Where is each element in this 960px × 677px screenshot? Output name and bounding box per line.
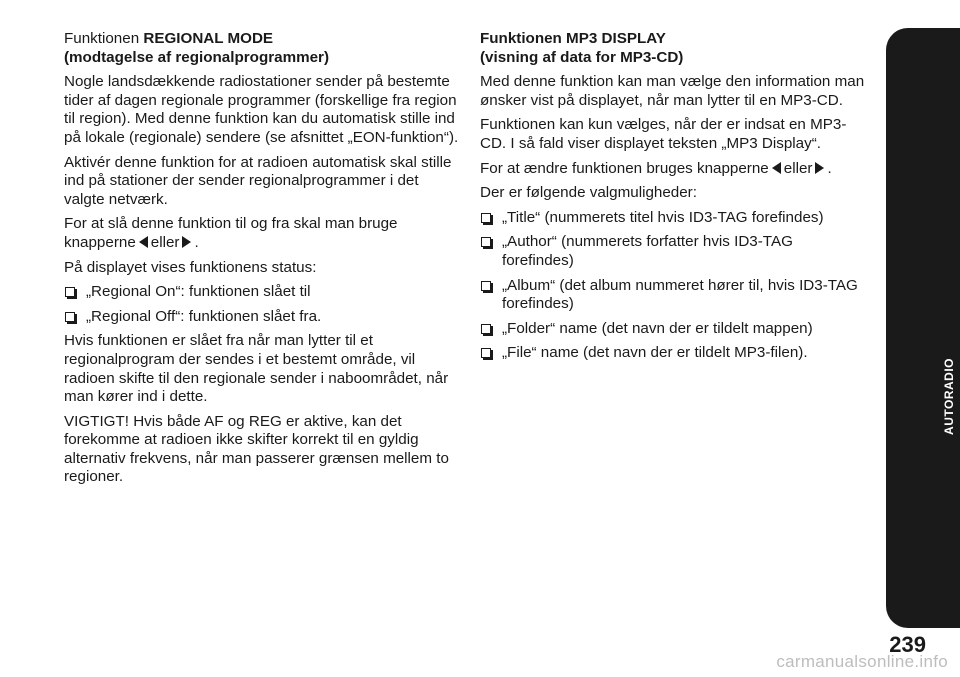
list-item-text: „Folder“ name (det navn der er tildelt mappen) bbox=[502, 319, 813, 337]
mp3-display-heading-line1: Funktionen MP3 DISPLAY bbox=[480, 30, 666, 47]
regional-paragraph-5: Hvis funktionen er slået fra når man lytter til et regionalprogram der sendes i et bestemt område, vil radioen skifte til den regionale sender i naboområdet, når man kører ind i dette. bbox=[64, 332, 449, 406]
mp3-display-heading bbox=[480, 30, 865, 67]
mp3-p3-text-mid: eller bbox=[783, 159, 813, 177]
watermark: carmanualsonline.info bbox=[776, 652, 948, 671]
left-arrow-icon bbox=[139, 236, 148, 248]
mp3-paragraph-3 bbox=[480, 160, 865, 179]
regional-paragraph-3 bbox=[64, 215, 462, 252]
list-item-text: „Regional On“: funktionen slået til bbox=[86, 283, 311, 301]
list-item-text: „Album“ (det album nummeret hører til, hvis ID3-TAG forefindes) bbox=[502, 276, 858, 313]
regional-paragraph-6: VIGTIGT! Hvis både AF og REG er aktive, kan det forekomme at radioen ikke skifter korrekt til en gyldig alternativ frekvens, når man passerer grænsen mellem to regioner. bbox=[64, 412, 449, 486]
regional-paragraph-1: Nogle landsdækkende radiostationer sender på bestemte tider af dagen regionale programmer (forskellige fra region til region). Med denne funktion kan du automatisk stille ind på lokale (regionale) sendere (se afsnittet „EON-funktion“). bbox=[64, 73, 459, 146]
checkbox-icon bbox=[481, 237, 491, 247]
left-column bbox=[64, 30, 462, 493]
mp3-paragraph-1: Med denne funktion kan man vælge den information man ønsker vist på displayet, når man lytter til en MP3-CD. bbox=[480, 73, 865, 109]
heading-prefix: Funktionen bbox=[64, 30, 144, 47]
heading-strong: REGIONAL MODE bbox=[143, 30, 274, 47]
list-item bbox=[64, 308, 462, 327]
list-item bbox=[480, 344, 865, 363]
section-side-tab bbox=[886, 28, 960, 628]
list-item-text: „Title“ (nummerets titel hvis ID3-TAG forefindes) bbox=[502, 208, 824, 226]
mp3-paragraph-2: Funktionen kan kun vælges, når der er indsat en MP3-CD. I så fald viser displayet teksten „MP3 Display“. bbox=[480, 116, 847, 152]
regional-paragraph-4: På displayet vises funktionens status: bbox=[64, 258, 317, 276]
p3-text-end: . bbox=[194, 233, 199, 251]
checkbox-icon bbox=[481, 348, 491, 358]
regional-mode-heading-line1 bbox=[64, 30, 462, 49]
checkbox-icon bbox=[65, 287, 75, 297]
checkbox-icon bbox=[481, 213, 491, 223]
p3-text-before: For at slå denne funktion til og fra skal man bruge knapperne bbox=[64, 215, 398, 251]
list-item-text: „Author“ (nummerets forfatter hvis ID3-TAG forefindes) bbox=[502, 233, 793, 269]
side-tab-label: AUTORADIO bbox=[942, 358, 956, 435]
regional-mode-heading bbox=[64, 30, 462, 67]
right-arrow-icon bbox=[815, 162, 824, 174]
list-item bbox=[480, 320, 865, 339]
right-arrow-icon bbox=[182, 236, 191, 248]
p3-text-mid: eller bbox=[150, 233, 180, 251]
checkbox-icon bbox=[481, 324, 491, 334]
left-arrow-icon bbox=[772, 162, 781, 174]
mp3-display-heading-line2: (visning af data for MP3-CD) bbox=[480, 48, 684, 66]
list-item-text: „File“ name (det navn der er tildelt MP3-filen). bbox=[502, 344, 808, 362]
regional-paragraph-2: Aktivér denne funktion for at radioen automatisk skal stille ind på stationer der sender regionalprogrammer i det valgte netværk. bbox=[64, 153, 452, 208]
mp3-p3-text-end: . bbox=[827, 159, 832, 177]
list-item bbox=[480, 277, 865, 314]
mp3-paragraph-4: Der er følgende valgmuligheder: bbox=[480, 184, 697, 202]
mp3-p3-text-before: For at ændre funktionen bruges knapperne bbox=[480, 159, 769, 177]
checkbox-icon bbox=[481, 281, 491, 291]
right-column bbox=[480, 30, 865, 369]
regional-mode-heading-line2: (modtagelse af regionalprogrammer) bbox=[64, 48, 329, 66]
list-item-text: „Regional Off“: funktionen slået fra. bbox=[86, 307, 322, 325]
list-item bbox=[480, 233, 865, 270]
page-number: 239 bbox=[889, 632, 926, 657]
list-item bbox=[480, 209, 865, 228]
list-item bbox=[64, 283, 462, 302]
checkbox-icon bbox=[65, 312, 75, 322]
